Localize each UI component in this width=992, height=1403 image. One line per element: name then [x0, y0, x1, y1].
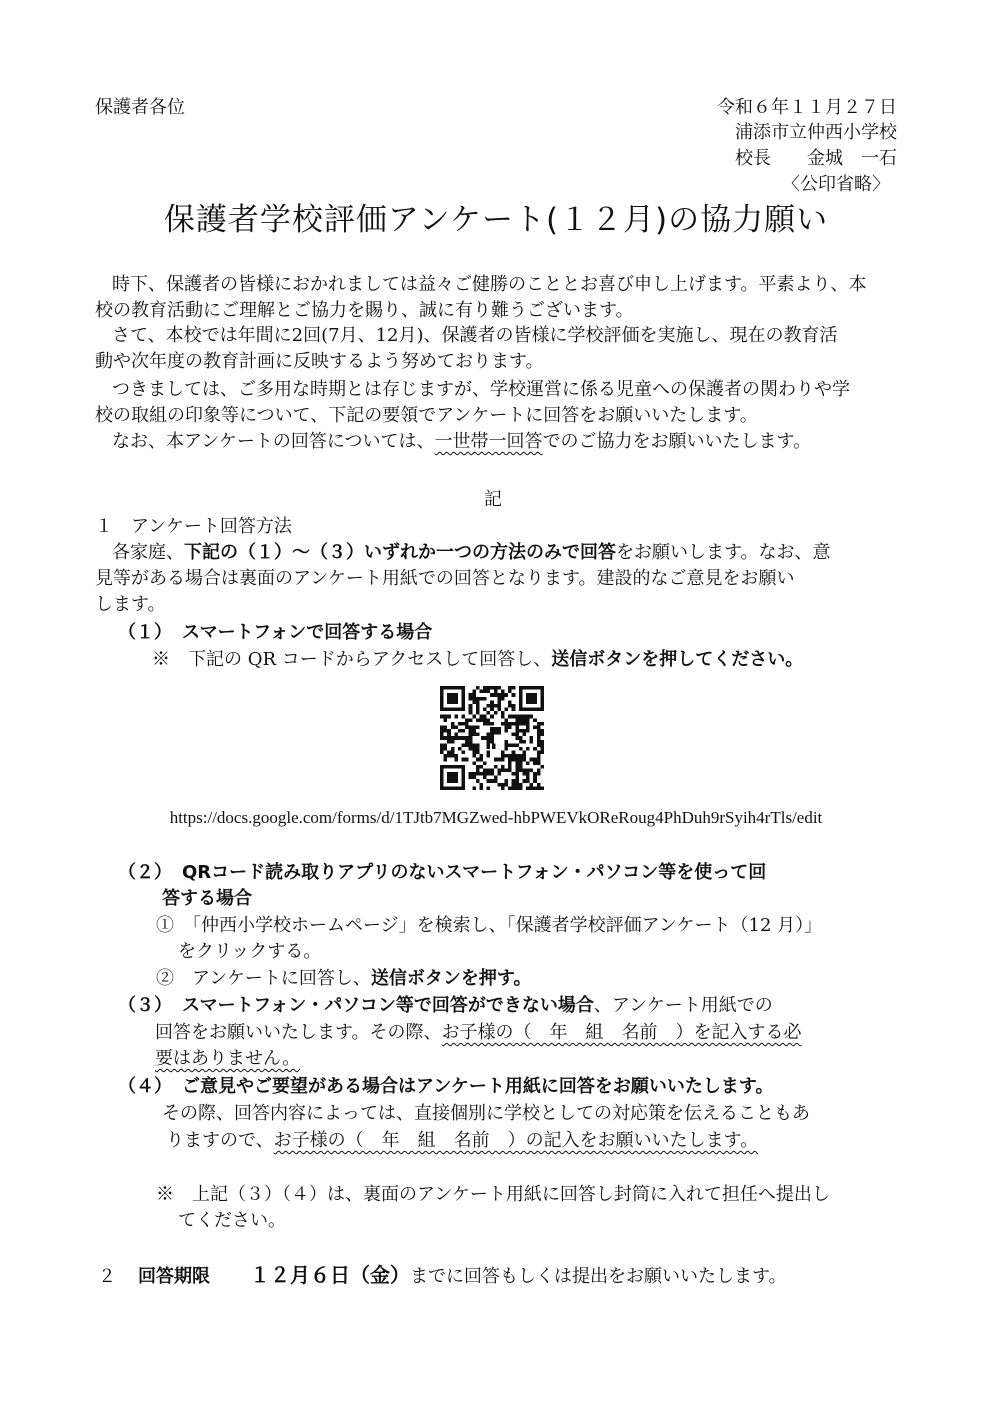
section2-line: [98, 1263, 787, 1289]
recipient: 保護者各位: [95, 97, 185, 118]
method2-heading-line1: [118, 860, 766, 885]
method4-heading: [118, 1074, 773, 1099]
intro-p2-line1: さて、本校では年間に2回(7月、12月)、保護者の皆様に学校評価を実施し、現在の教育活: [112, 325, 838, 346]
intro-p4-emphasis: 一世帯一回答: [434, 431, 543, 452]
method2-step1-line2: をクリックする。: [178, 941, 322, 962]
section1-lead-line3: します。: [95, 594, 166, 615]
section1-lead-line2: 見等がある場合は裏面のアンケート用紙での回答となります。建設的なご意見をお願い: [95, 568, 795, 589]
method2-step2: [156, 966, 531, 991]
qr-code-icon[interactable]: [440, 686, 544, 790]
method4-line2: [166, 1128, 758, 1153]
form-url-link[interactable]: https://docs.google.com/forms/d/1TJtb7MGZwed-hbPWEVkOReRoug4PhDuh9rSyih4rTls/edit: [169, 808, 823, 827]
intro-p4-post: でのご協力をお願いいたします。: [542, 431, 812, 452]
method2-title-line1: QRコード読み取りアプリのないスマートフォン・パソコン等を使って回: [182, 862, 767, 883]
method3-number: （３）: [118, 995, 172, 1016]
method2-step1-line1: ① 「仲西小学校ホームページ」を検索し、「保護者学校評価アンケート（12 月）」: [156, 915, 823, 936]
method1-note-pre: ※ 下記の QR コードからアクセスして回答し、: [152, 649, 552, 670]
method3-line2-underlined: お子様の（ 年 組 名前 ）を記入する必: [441, 1022, 802, 1043]
method4-line1: その際、回答内容によっては、直接個別に学校としての対応策を伝えることもあ: [162, 1103, 810, 1124]
method2-number: （２）: [118, 862, 172, 883]
section2-label: 回答期限: [138, 1266, 210, 1287]
method3-line2: [155, 1020, 802, 1045]
method3-title: スマートフォン・パソコン等で回答ができない場合: [182, 995, 594, 1016]
method1-title: スマートフォンで回答する場合: [182, 622, 433, 643]
lead-post: をお願いします。なお、意: [616, 542, 831, 563]
method4-line2-underlined: お子様の（ 年 組 名前 ）の記入をお願いいたします。: [273, 1130, 759, 1151]
method1-heading: [118, 620, 432, 645]
seal-note: 〈公印省略〉: [782, 174, 890, 195]
method2-title-line2: 答する場合: [162, 888, 252, 909]
note-line2: てください。: [178, 1210, 286, 1231]
method3-post: 、アンケート用紙での: [593, 995, 773, 1016]
intro-p2-line2: 動や次年度の教育計画に反映するよう努めております。: [95, 351, 544, 372]
page-title: 保護者学校評価アンケート(１２月)の協力願い: [163, 202, 829, 238]
method3-line3: 要はありません。: [155, 1048, 301, 1069]
intro-p3-line2: 校の取組の印象等について、下記の要領でアンケートに回答をお願いいたします。: [95, 405, 758, 426]
ki-marker: 記: [484, 489, 502, 510]
method4-number: （４）: [118, 1076, 172, 1097]
section2-number: ２: [98, 1266, 116, 1287]
lead-pre: 各家庭、: [112, 542, 184, 563]
section1-lead-line1: [112, 540, 831, 565]
method4-line2-pre: りますので、: [166, 1130, 274, 1151]
school-name: 浦添市立仲西小学校: [735, 122, 897, 143]
intro-p4: [112, 429, 811, 454]
method2-step2-pre: ② アンケートに回答し、: [156, 968, 371, 989]
intro-p4-pre: なお、本アンケートの回答については、: [112, 431, 435, 452]
note-line1: ※ 上記（３）（４）は、裏面のアンケート用紙に回答し封筒に入れて担任へ提出し: [156, 1184, 830, 1205]
intro-p1-line2: 校の教育活動にご理解とご協力を賜り、誠に有り難うございます。: [95, 300, 634, 321]
method2-step2-bold: 送信ボタンを押す。: [370, 968, 532, 989]
method3-heading: [118, 993, 773, 1018]
method1-note-bold: 送信ボタンを押してください。: [551, 649, 804, 670]
lead-bold: 下記の（１）～（３）いずれか一つの方法のみで回答: [184, 542, 616, 563]
section2-deadline: １２月６日（金）: [250, 1263, 410, 1287]
method4-title: ご意見やご要望がある場合はアンケート用紙に回答をお願いいたします。: [182, 1076, 774, 1097]
section1-heading: １ アンケート回答方法: [95, 516, 292, 537]
section2-post: までに回答もしくは提出をお願いいたします。: [410, 1266, 787, 1287]
method1-number: （１）: [118, 622, 172, 643]
method3-line2-pre: 回答をお願いいたします。その際、: [155, 1022, 442, 1043]
intro-p3-line1: つきましては、ご多用な時期とは存じますが、学校運営に係る児童への保護者の関わりや学: [112, 379, 850, 400]
method1-note: [152, 647, 803, 672]
intro-p1-line1: 時下、保護者の皆様におかれましては益々ご健勝のこととお喜び申し上げます。平素より、本: [112, 274, 867, 295]
principal-name: 校長 金城 一石: [735, 148, 897, 169]
date: 令和６年１１月２７日: [717, 97, 897, 118]
